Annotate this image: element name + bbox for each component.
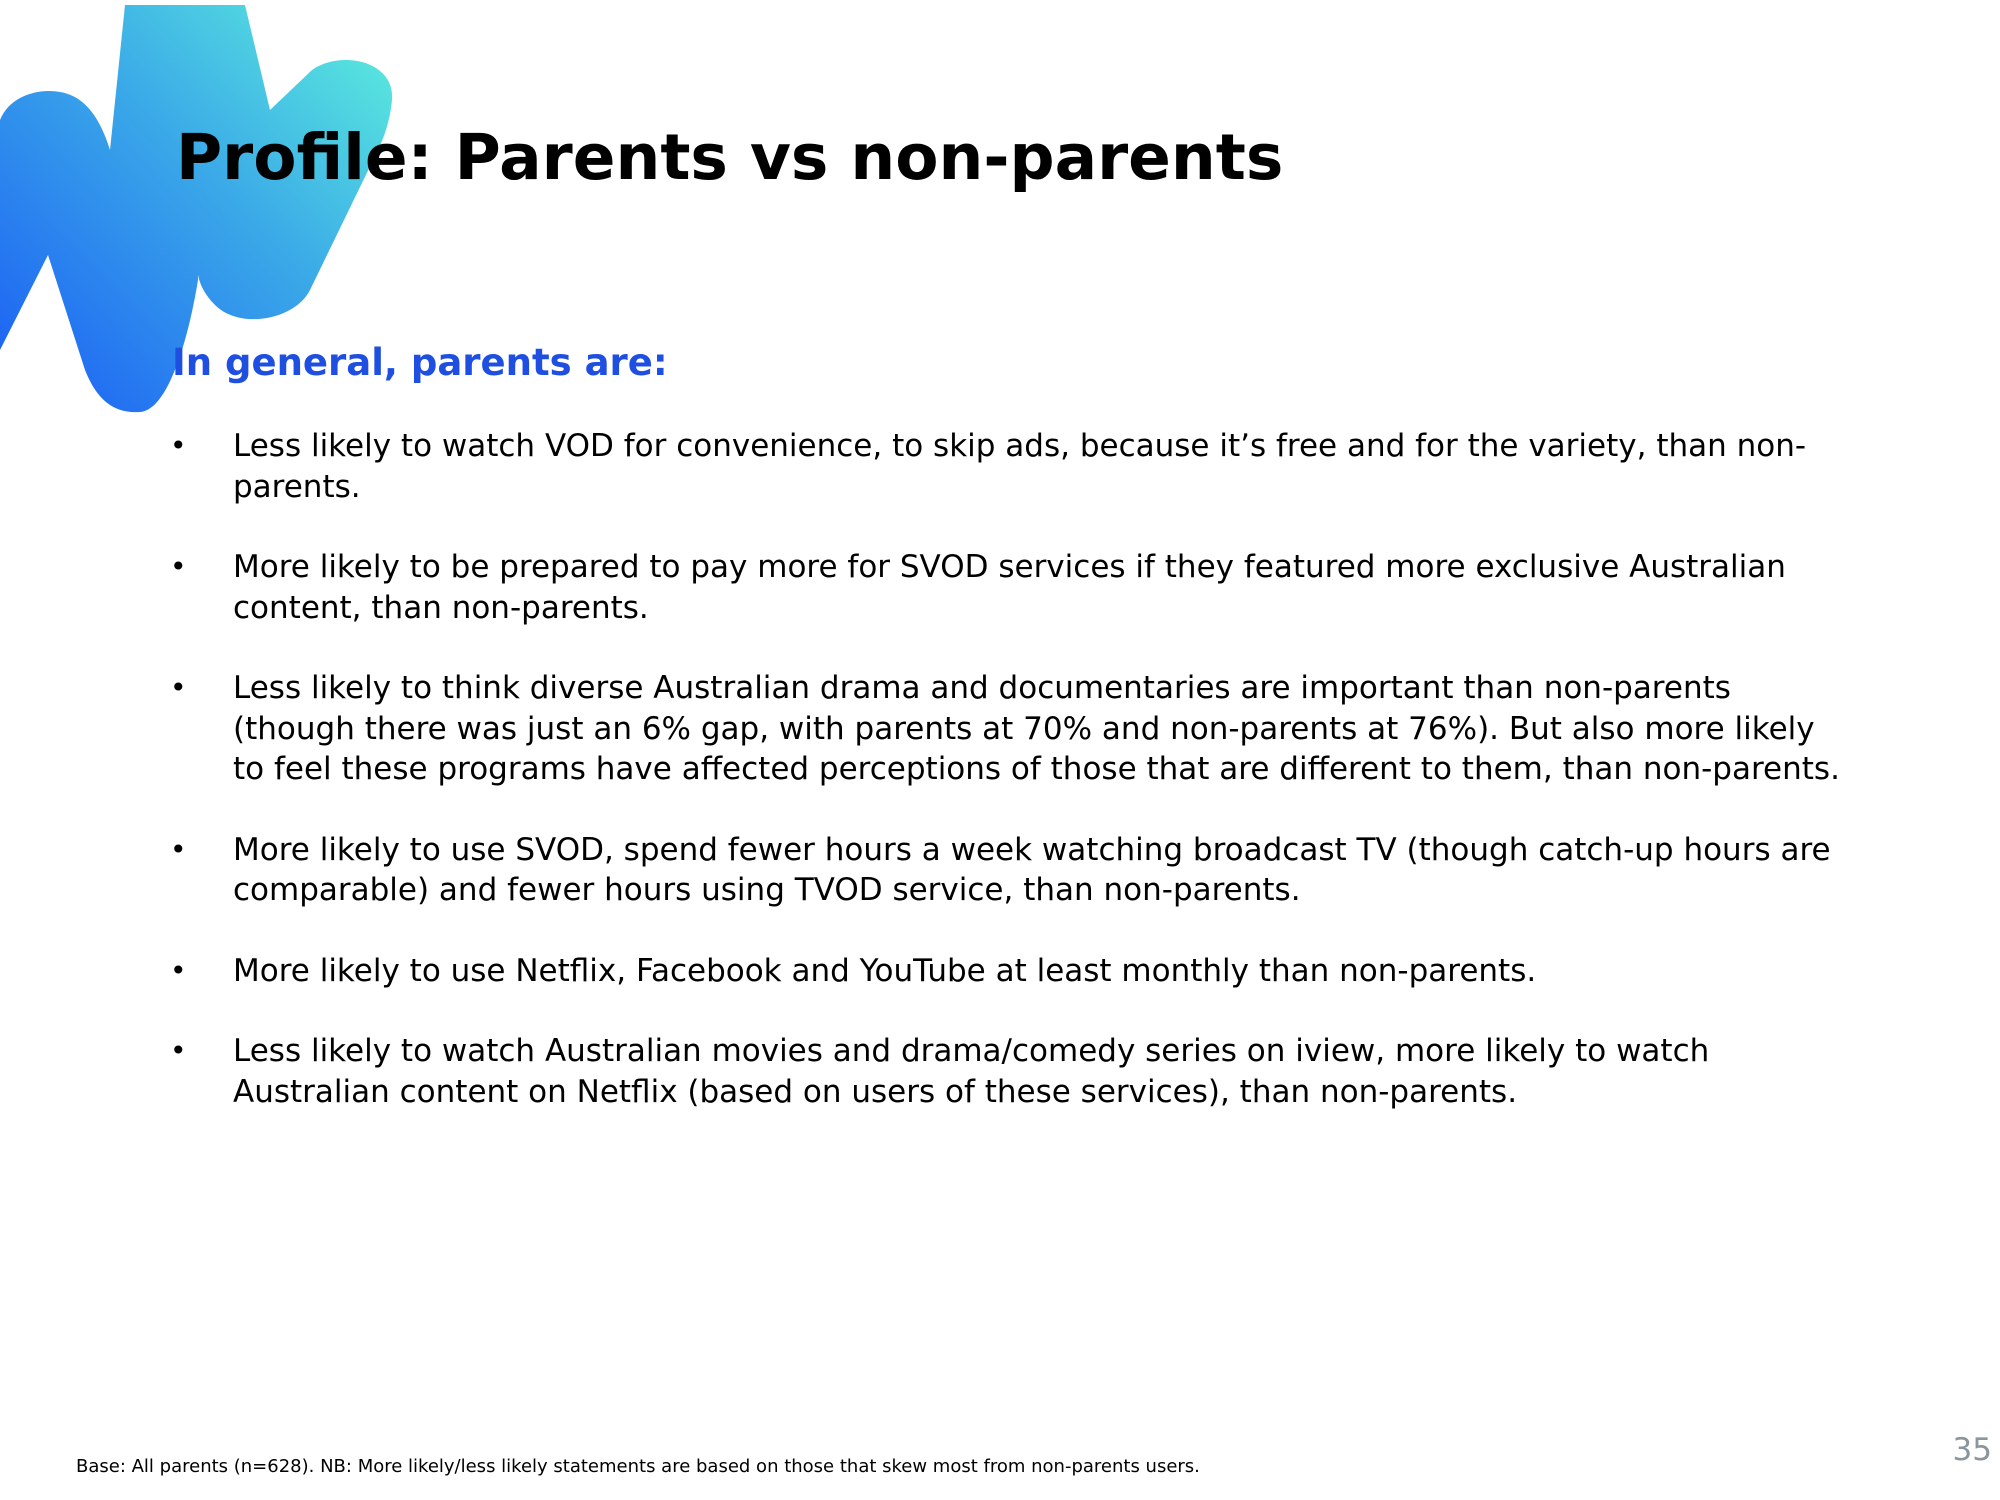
bullet-text: More likely to use SVOD, spend fewer hours a week watching broadcast TV (though catch-up hours are comparable) and fewer hours using TVOD service, than non-parents. — [233, 831, 1831, 908]
footnote: Base: All parents (n=628). NB: More likely/less likely statements are based on those that skew most from non-parents users. — [76, 1456, 1200, 1477]
bullet-dot-icon: • — [170, 671, 187, 704]
page-title: Profile: Parents vs non-parents — [176, 121, 1284, 194]
bullet-dot-icon: • — [170, 429, 187, 462]
bullet-item — [168, 951, 1848, 992]
section-subheading: In general, parents are: — [172, 341, 668, 384]
bullet-dot-icon: • — [170, 953, 187, 987]
bullet-text: More likely to be prepared to pay more for SVOD services if they featured more exclusive Australian content, than non-parents. — [233, 549, 1786, 626]
bullet-dot-icon: • — [170, 832, 187, 866]
bullet-text: Less likely to think diverse Australian drama and documentaries are important than non-parents (though there was just an 6% gap, with parents at 70% and non-parents at 76%). But also more likely to feel these programs have affected perceptions of those that are different to them, than non-parents. — [233, 670, 1840, 787]
bullet-item — [168, 668, 1848, 790]
bullet-text: Less likely to watch VOD for convenience, to skip ads, because it’s free and for the variety, than non-parents. — [233, 428, 1807, 505]
page-number: 35 — [1952, 1432, 1992, 1468]
bullet-dot-icon: • — [170, 1034, 187, 1067]
bullet-text: More likely to use Netflix, Facebook and YouTube at least monthly than non-parents. — [233, 952, 1537, 989]
bullet-text: Less likely to watch Australian movies and drama/comedy series on iview, more likely to watch Australian content on Netflix (based on users of these services), than non-parents. — [233, 1033, 1710, 1110]
bullet-list — [168, 426, 1848, 1152]
bullet-item — [168, 830, 1848, 911]
bullet-dot-icon: • — [170, 550, 187, 583]
bullet-item — [168, 1031, 1848, 1112]
bullet-item — [168, 547, 1848, 628]
bullet-item — [168, 426, 1848, 507]
